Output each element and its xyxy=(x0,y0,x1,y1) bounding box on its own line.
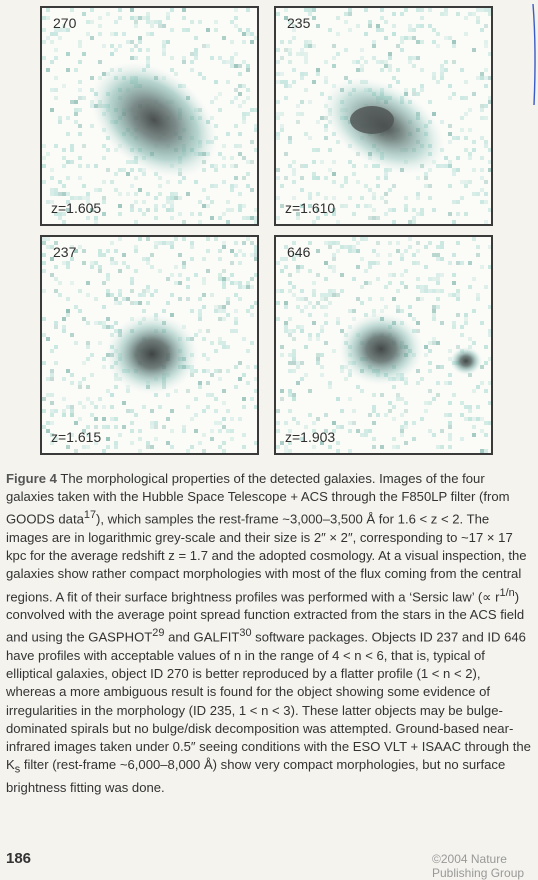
galaxy-panel-646 xyxy=(274,235,493,455)
galaxy-panel-270 xyxy=(40,6,259,226)
galaxy-panel-235 xyxy=(274,6,493,226)
caption-text: filter (rest-frame ~6,000–8,000 Å) show very compact morphologies, but no surface brightness fitting was done. xyxy=(6,757,506,795)
citation-ref: 29 xyxy=(152,627,165,640)
caption-text: software packages. Objects ID 237 and ID 646 have profiles with acceptable values of n in the range of 4 < n < 6, that is, typical of elliptical galaxies, object ID 270 is better reproduced by a flatter profile (1 < n < 2), whereas a more ambiguous result is found for the object showing some evidence of irregularities in the morphology (ID 235, 1 < n < 3). These latter objects may be bulge-dominated spirals but no bulge/disk decomposition was attempted. Ground-based near-infrared images taken under 0.5″ seeing conditions with the ESO VLT + ISAAC through the K xyxy=(6,629,531,773)
caption-label: Figure 4 xyxy=(6,471,57,486)
caption-text: and GALFIT xyxy=(164,629,240,645)
subscript: s xyxy=(14,763,21,776)
galaxy-id-label: 235 xyxy=(287,15,311,31)
redshift-label: z=1.615 xyxy=(51,429,102,445)
pen-mark xyxy=(519,0,538,110)
galaxy-panel-237 xyxy=(40,235,259,455)
caption-text: The morphological properties of the detected galaxies. Images of the four galaxies taken with the Hubble Space Telescope + ACS through the F850LP filter (from GOODS data xyxy=(6,471,510,527)
figure-caption xyxy=(6,470,532,797)
galaxy-image-270 xyxy=(42,8,259,226)
caption-text: ), which samples the rest-frame ~3,000–3,500 Å for 1.6 < z < 2. The images are in logarithmic grey-scale and their size is 2″ × 2″, corresponding to ~17 × 17 kpc for the average redshift z = 1.7 and the adopted cosmology. At a visual inspection, the galaxies show rather compact morphologies with most of the flux coming from the central regions. A fit of their surface brightness profiles was performed with a ‘Sersic law’ (∝ r xyxy=(6,511,527,604)
running-head: ©2004 Nature Publishing Group xyxy=(432,852,525,880)
citation-ref: 30 xyxy=(239,627,252,640)
caption-text: ) convolved with the average point spread function extracted from the stars in the ACS field and using the GASPHOT xyxy=(6,588,525,645)
galaxy-id-label: 646 xyxy=(287,244,311,260)
exponent: 1/n xyxy=(499,586,515,599)
page-number: 186 xyxy=(6,850,32,867)
redshift-label: z=1.610 xyxy=(285,200,336,216)
redshift-label: z=1.605 xyxy=(51,200,102,216)
galaxy-id-label: 237 xyxy=(53,244,77,260)
galaxy-image-237 xyxy=(42,237,259,455)
galaxy-image-235 xyxy=(276,8,493,226)
redshift-label: z=1.903 xyxy=(285,429,336,445)
citation-ref: 17 xyxy=(83,509,97,522)
galaxy-id-label: 270 xyxy=(53,15,77,31)
galaxy-image-646 xyxy=(276,237,493,455)
